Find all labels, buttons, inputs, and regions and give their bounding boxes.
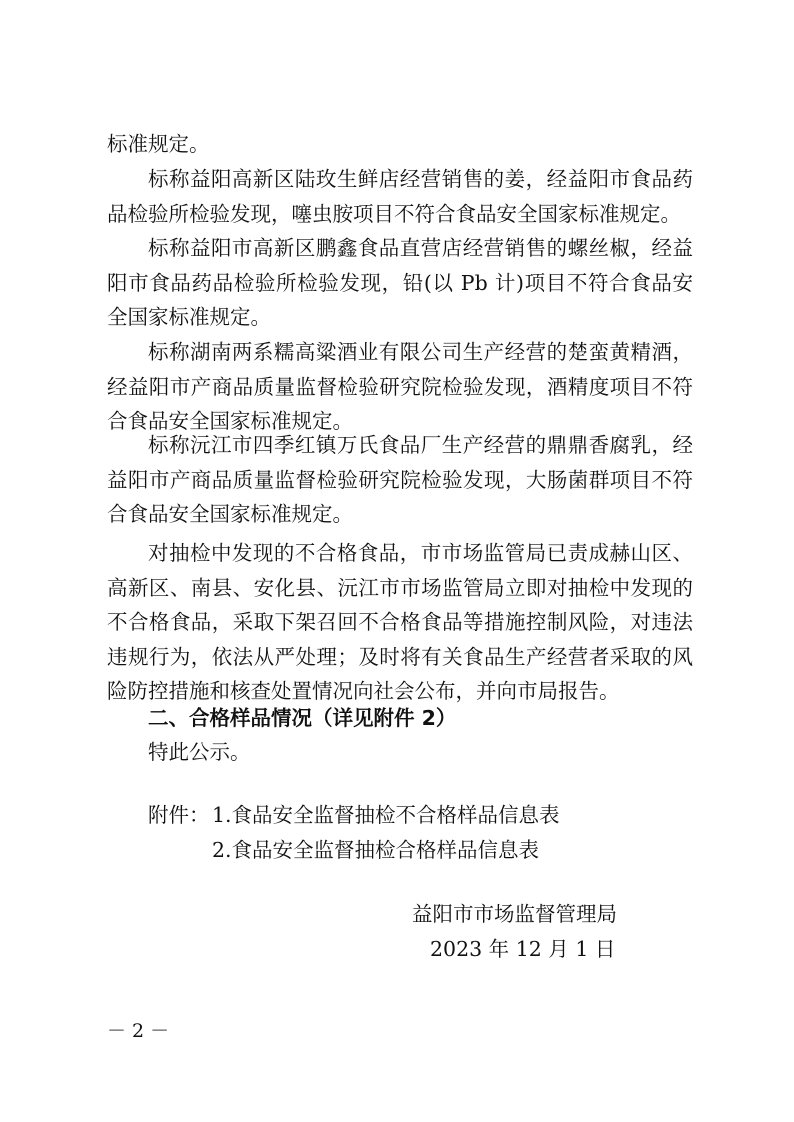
paragraph-continuation: 标准规定。 [107,132,210,156]
paragraph-measures: 对抽检中发现的不合格食品，市市场监管局已责成赫山区、高新区、南县、安化县、沅江市市场监管局立即对抽检中发现的不合格食品，采取下架召回不合格食品等措施控制风险，对违法违规行为，依法从严处理；及时将有关食品生产经营者采取的风险防控措施和核查处置情况向社会公布，并向市局报告。 [107,541,693,704]
notice-text: 特此公示。 [148,740,251,764]
issue-date: 2023 年 12 月 1 日 [430,937,616,961]
issuer-name: 益阳市市场监督管理局 [412,902,617,926]
attachment-item: 1.食品安全监督抽检不合格样品信息表 [212,803,560,827]
page-number: － 2 － [107,1020,170,1042]
attachment-item: 2.食品安全监督抽检合格样品信息表 [212,838,540,862]
paragraph-wine: 标称湖南两系糯高粱酒业有限公司生产经营的楚蛮黄精酒，经益阳市产商品质量监督检验研究院检验发现，酒精度项目不符合食品安全国家标准规定。 [107,340,693,434]
paragraph-pepper: 标称益阳市高新区鹏鑫食品直营店经营销售的螺丝椒，经益阳市食品药品检验所检验发现，铅(以 Pb 计)项目不符合食品安全国家标准规定。 [107,236,693,330]
attachments-label: 附件： [148,803,210,827]
paragraph-ginger: 标称益阳高新区陆玫生鲜店经营销售的姜，经益阳市食品药品检验所检验发现，噻虫胺项目不符合食品安全国家标准规定。 [107,167,693,226]
section-heading: 二、合格样品情况（详见附件 2） [148,706,457,730]
paragraph-tofu: 标称沅江市四季红镇万氏食品厂生产经营的鼎鼎香腐乳，经益阳市产商品质量监督检验研究院检验发现，大肠菌群项目不符合食品安全国家标准规定。 [107,433,693,527]
